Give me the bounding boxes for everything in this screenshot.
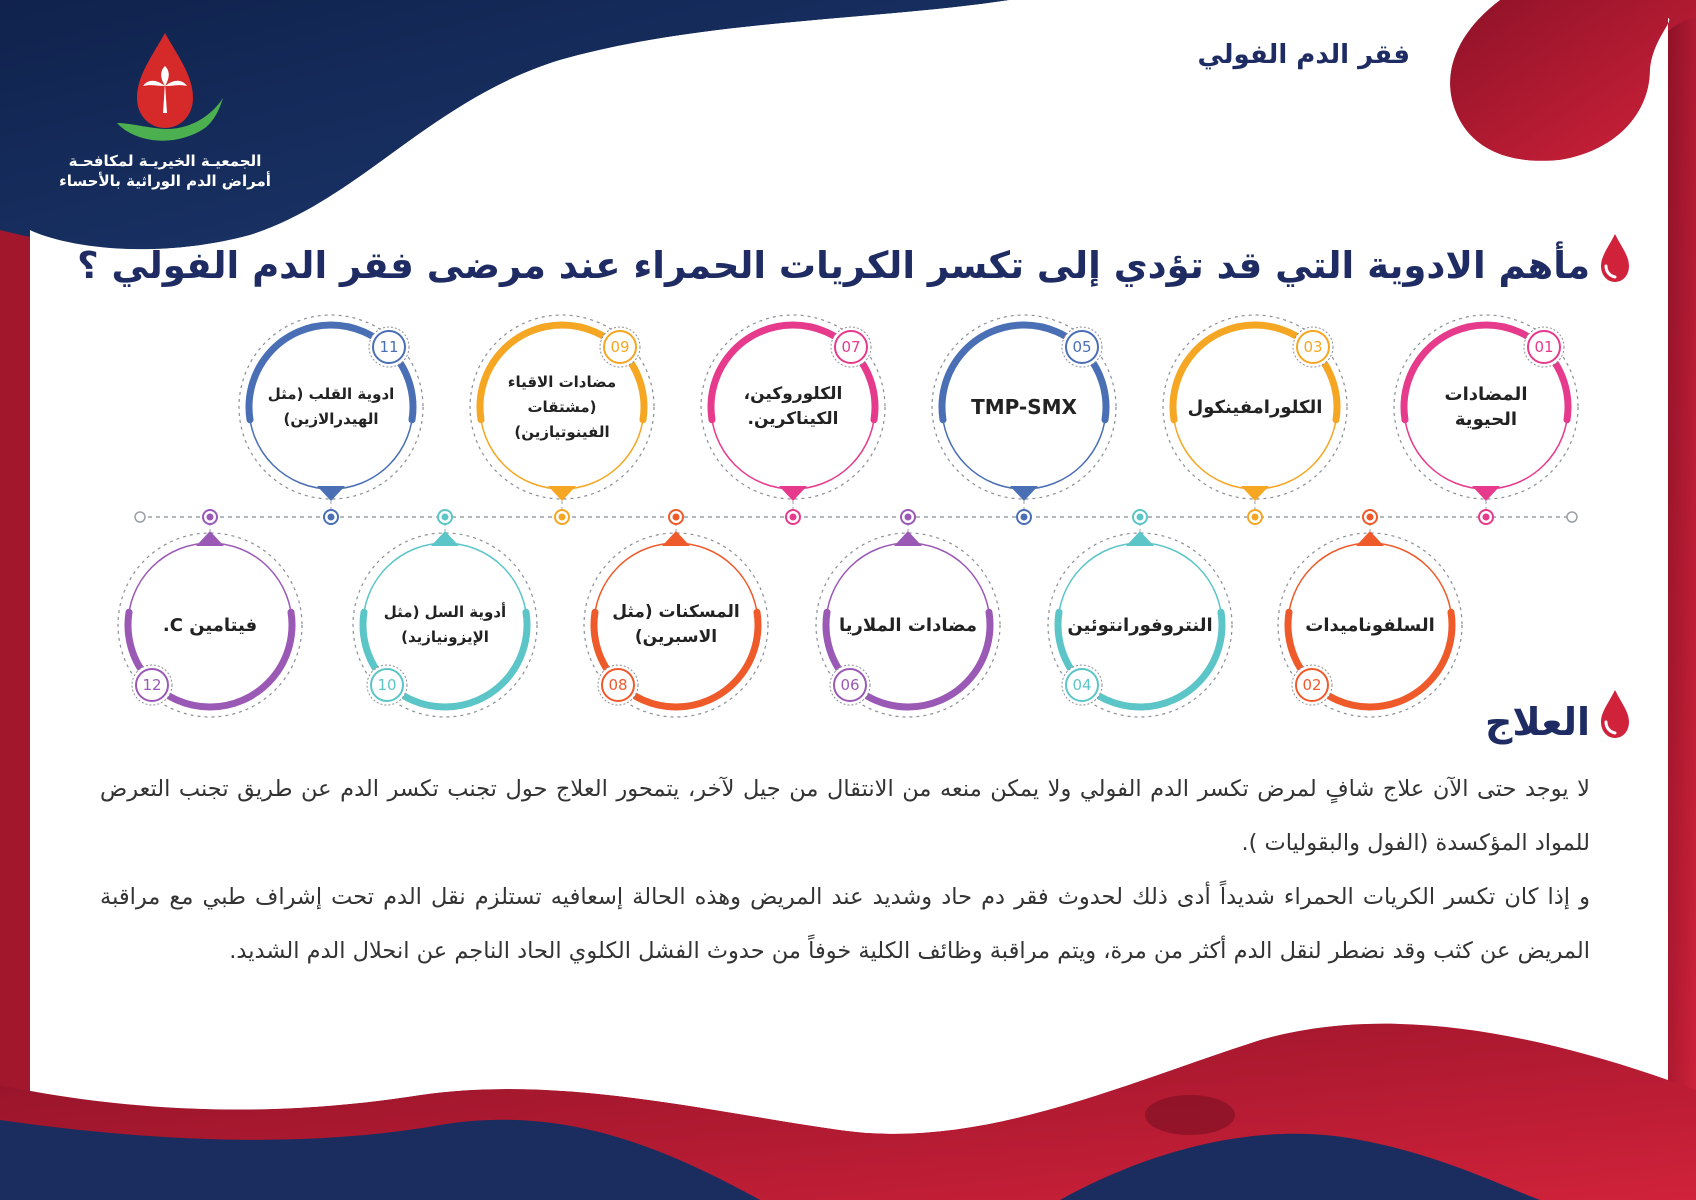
- item-number: 12: [142, 676, 162, 694]
- item-number: 02: [1302, 676, 1322, 694]
- timeline-dot-core: [673, 514, 680, 521]
- timeline-dot-core: [1252, 514, 1259, 521]
- item-number: 06: [840, 676, 860, 694]
- item-label: الكلوروكين، الكيناكرين.: [743, 384, 843, 429]
- item-label: TMP-SMX: [971, 394, 1077, 419]
- item-label: المسكنات (مثل الاسبرين): [612, 602, 740, 647]
- main-heading: مأهم الادوية التي قد تؤدي إلى تكسر الكريات الحمراء عند مرضى فقر الدم الفولي ؟: [77, 244, 1590, 287]
- timeline-dot-core: [207, 514, 214, 521]
- item-label: أدوية السل (مثل الإيزونيازيد): [383, 603, 507, 646]
- treatment-heading: العلاج: [1485, 700, 1590, 744]
- timeline-dot-core: [1021, 514, 1028, 521]
- timeline-dot-core: [1137, 514, 1144, 521]
- timeline-dot-core: [559, 514, 566, 521]
- item-number: 09: [610, 338, 630, 356]
- organization-name-line1: الجمعيـة الخيريـة لمكافحـة: [68, 152, 262, 170]
- timeline-dot-core: [442, 514, 449, 521]
- timeline-start-marker: [135, 512, 145, 522]
- item-number: 11: [379, 338, 399, 356]
- item-number: 03: [1303, 338, 1323, 356]
- item-label: المضادات الحيوية: [1444, 384, 1528, 430]
- item-label: مضادات الاقياء (مشتقات الفينوتيازين): [507, 372, 617, 441]
- timeline-dot-core: [905, 514, 912, 521]
- blood-drop-icon: [1598, 688, 1632, 740]
- item-label: السلفوناميدات: [1305, 614, 1435, 636]
- item-number: 07: [841, 338, 861, 356]
- organization-name-line2: أمراض الدم الوراثية بالأحساء: [59, 172, 271, 190]
- item-number: 04: [1072, 676, 1092, 694]
- item-number: 01: [1534, 338, 1554, 356]
- item-label: الكلورامفينكول: [1187, 396, 1323, 418]
- timeline-end-marker: [1567, 512, 1577, 522]
- timeline-dot-core: [790, 514, 797, 521]
- page-topic-title: فقر الدم الفولي: [1197, 40, 1410, 70]
- treatment-paragraph-2: و إذا كان تكسر الكريات الحمراء شديداً أدى ذلك لحدوث فقر دم حاد وشديد عند المريض وهذه الحالة إسعافيه تستلزم نقل الدم تحت إشراف طبي مع مراقبة المريض عن كثب وقد نضطر لنقل الدم أكثر من مرة، ويتم مراقبة وظائف الكلية خوفاً من حدوث الفشل الكلوي الحاد الناجم عن انحلال الدم الشديد.: [100, 884, 1590, 964]
- item-number: 05: [1072, 338, 1092, 356]
- timeline-dot-core: [1367, 514, 1374, 521]
- item-label: فيتامين C.: [162, 614, 258, 636]
- item-number: 08: [608, 676, 628, 694]
- treatment-paragraph-1: لا يوجد حتى الآن علاج شافٍ لمرض تكسر الدم الفولي ولا يمكن منعه من الانتقال من جيل لآخر، يتمحور العلاج حول تجنب تكسر الدم عن طريق تجنب التعرض للمواد المؤكسدة (الفول والبقوليات ).: [100, 776, 1590, 856]
- item-number: 10: [377, 676, 397, 694]
- timeline-dot-core: [1483, 514, 1490, 521]
- timeline-dot-core: [328, 514, 335, 521]
- item-label: النتروفورانتوئين: [1067, 614, 1213, 636]
- item-label: ادوية القلب (مثل الهيدرالازين): [267, 385, 395, 428]
- item-label: مضادات الملاريا: [839, 614, 977, 636]
